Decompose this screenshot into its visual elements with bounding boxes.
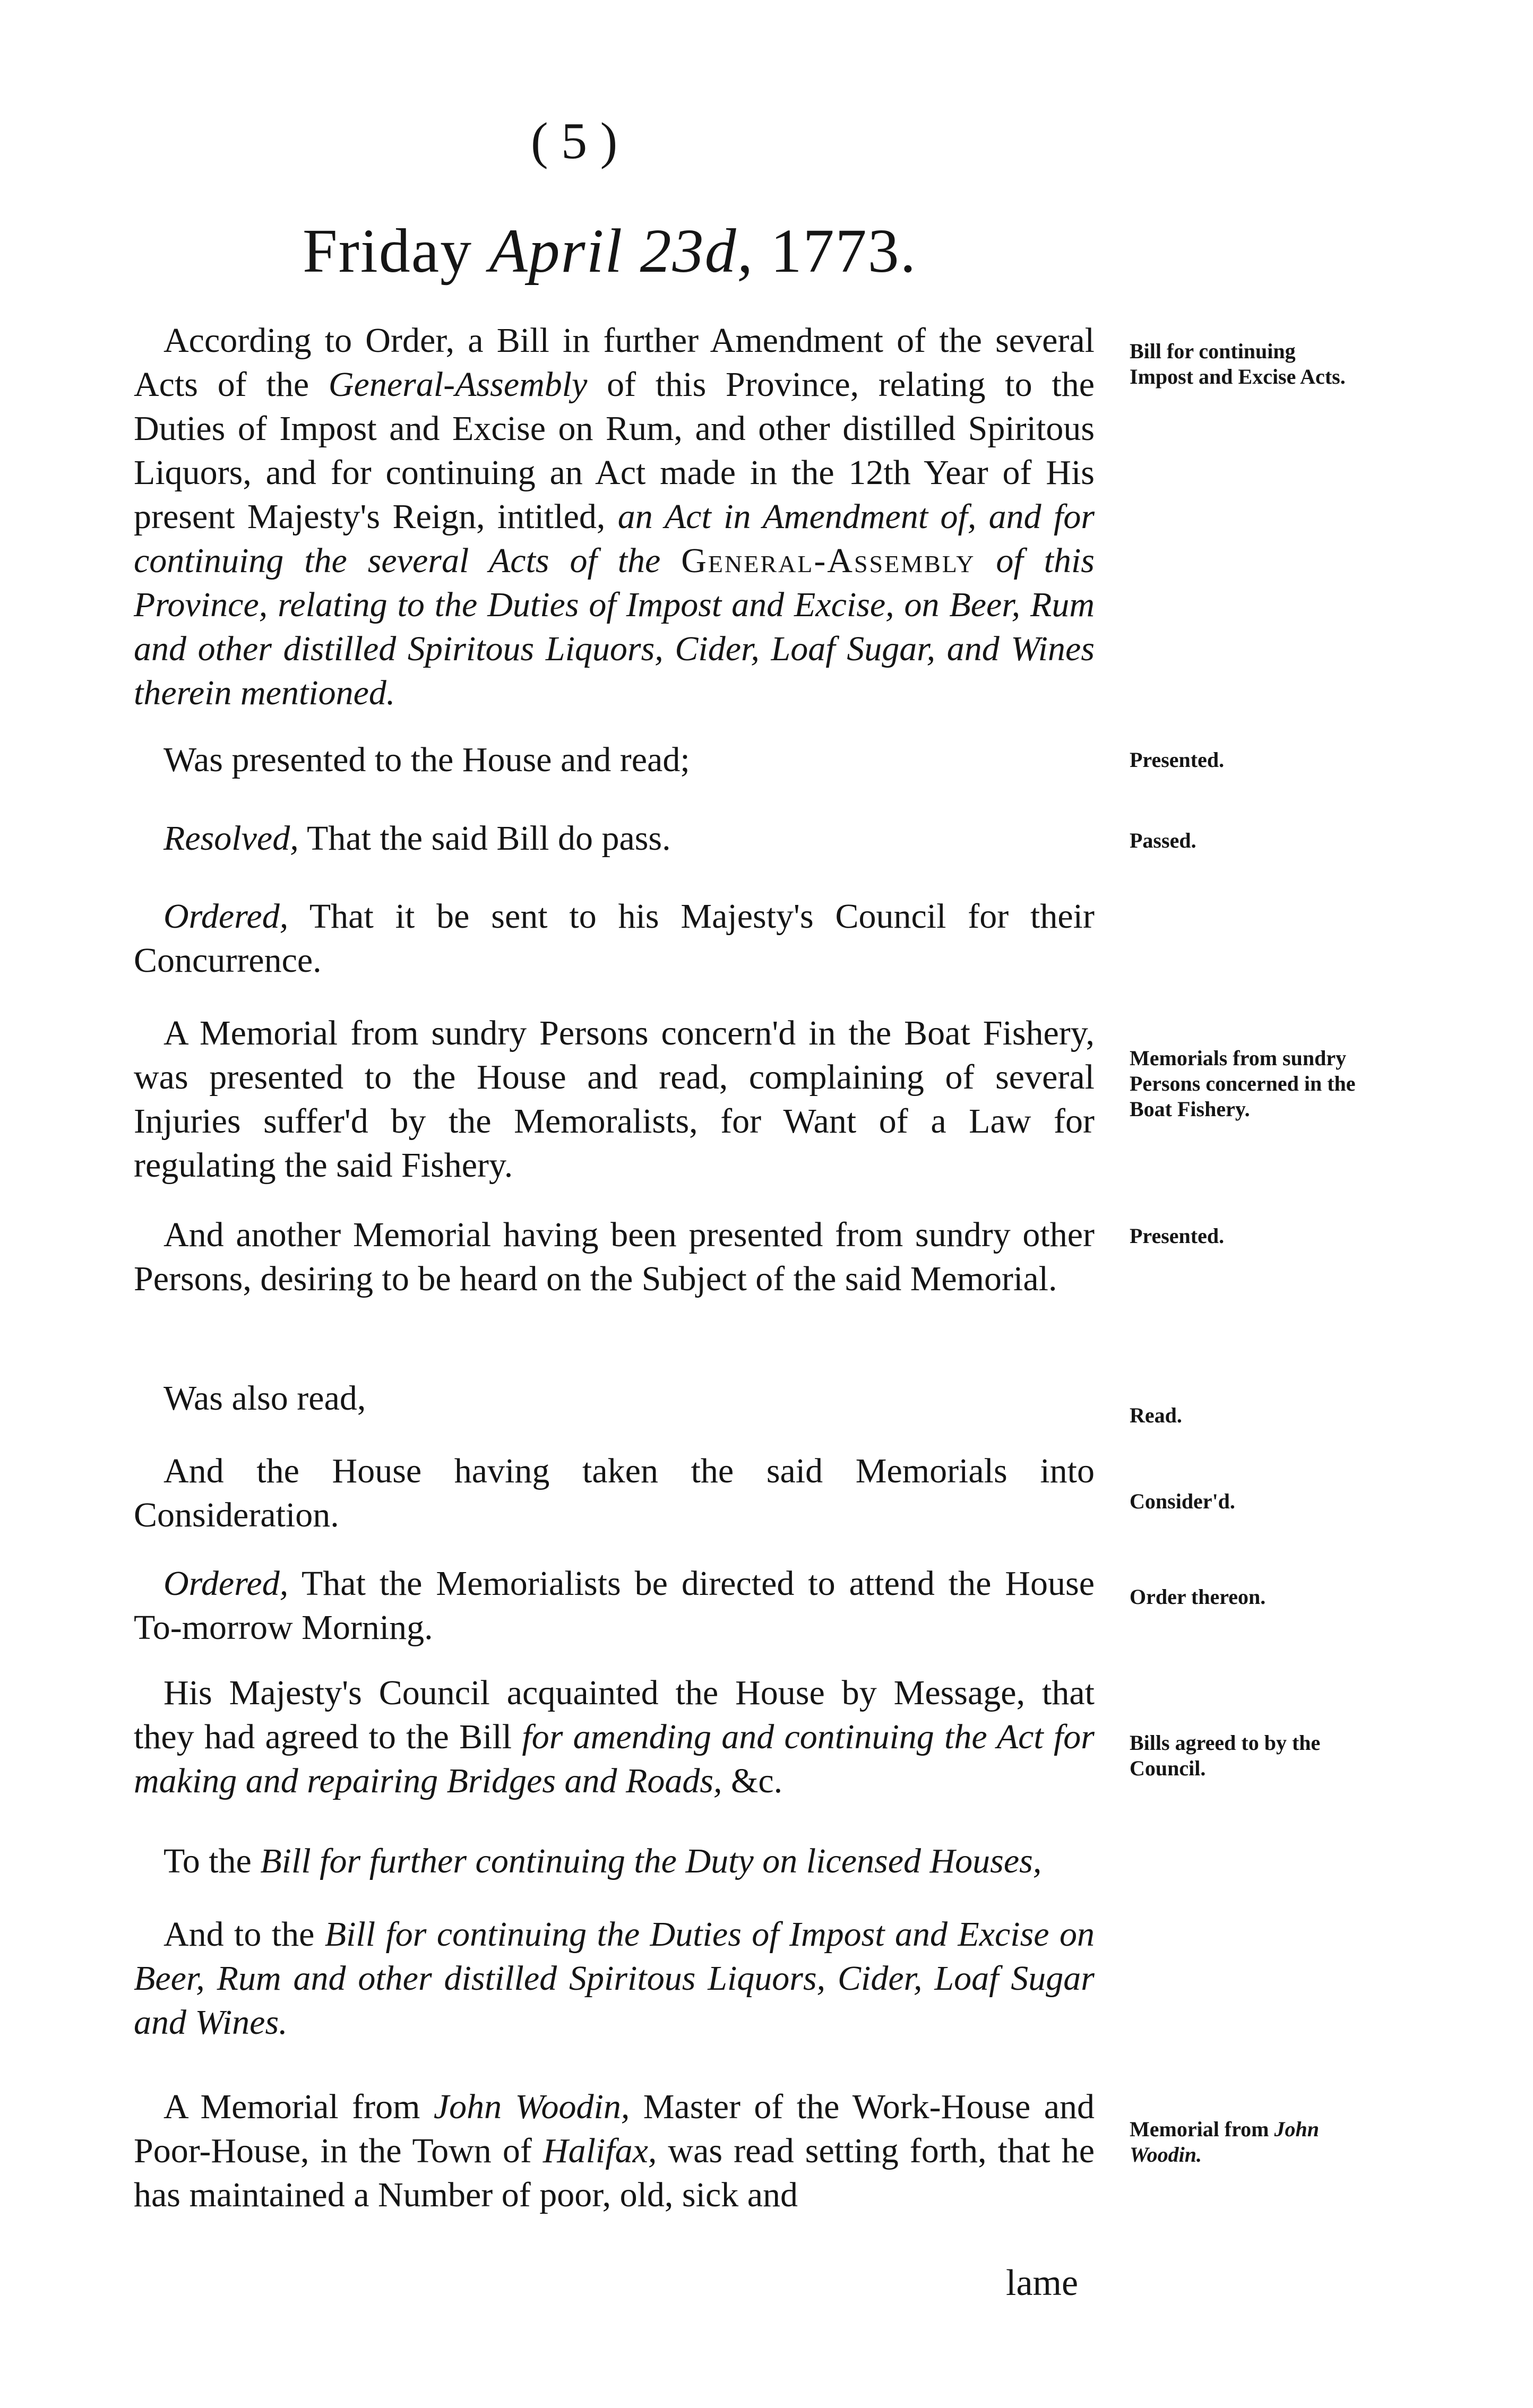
paragraph-another-memorial: And another Memorial having been presented from sundry other Persons, desiring to be heard on the Subject of the said Memorial. (134, 1215, 1095, 1298)
paragraph-licensed-houses: To the Bill for further continuing the Duty on licensed Houses, (163, 1842, 1042, 1880)
date-day: Friday (303, 216, 473, 286)
paragraph-presented: Was presented to the House and read; (163, 740, 690, 779)
margin-note-presented-2: Presented. (1130, 1224, 1225, 1248)
margin-note-presented: Presented. (1130, 748, 1225, 772)
paragraph-woodin-memorial: A Memorial from John Woodin, Master of the Work-House and Poor-House, in the Town of Halifax, was read setting forth, that he has maintained a Number of poor, old, sick and (134, 2087, 1095, 2214)
paragraph-impost-excise: And to the Bill for continuing the Duties of Impost and Excise on Beer, Rum and other distilled Spiritous Liquors, Cider, Loaf Sugar and Wines. (134, 1915, 1095, 2042)
paragraph-also-read: Was also read, (163, 1379, 366, 1418)
paragraph-ordered-attend: Ordered, That the Memorialists be directed to attend the House To-morrow Morning. (134, 1564, 1095, 1647)
margin-note-memorials: Memorials from sundry Persons concerned in the Boat Fishery. (1130, 1046, 1356, 1121)
paragraph-bill: According to Order, a Bill in further Amendment of the several Acts of the General-Assembly of this Province, relating to the Duties of Impost and Excise on Rum, and other distilled Spiritous Liquors, and for continuing an Act made in the 12th Year of His present Majesty's Reign, intitled, an Act in Amendment of, and for continuing the several Acts of the General-Assembly of this Province, relating to the Duties of Impost and Excise, on Beer, Rum and other distilled Spiritous Liquors, Cider, Loaf Sugar, and Wines therein mentioned. (134, 321, 1095, 712)
margin-note-order-thereon: Order thereon. (1130, 1585, 1266, 1609)
page-number: ( 5 ) (531, 113, 618, 170)
catchword: lame (1006, 2263, 1079, 2303)
date-year: 1773. (770, 216, 917, 286)
paragraph-resolved: Resolved, That the said Bill do pass. (163, 819, 671, 858)
margin-note-read: Read. (1130, 1403, 1182, 1427)
margin-note-passed: Passed. (1130, 828, 1196, 852)
paragraph-memorial-fishery: A Memorial from sundry Persons concern'd in the Boat Fishery, was presented to the House and read, complaining of several Injuries suffer'd by the Memoralists, for Want of a Law for regulating the said Fishery. (134, 1014, 1095, 1185)
paragraph-consideration: And the House having taken the said Memorials into Consideration. (134, 1452, 1095, 1534)
margin-note-woodin: Memorial from John Woodin. (1130, 2117, 1319, 2167)
date-month-day: April 23d, (489, 216, 754, 286)
margin-note-considered: Consider'd. (1130, 1489, 1235, 1513)
margin-note-bill-continuing: Bill for continuing Impost and Excise Acts. (1130, 339, 1346, 389)
margin-note-bills-agreed: Bills agreed to by the Council. (1130, 1731, 1321, 1780)
date-heading (303, 215, 917, 287)
paragraph-ordered-council: Ordered, That it be sent to his Majesty's Council for their Concurrence. (134, 897, 1095, 980)
paragraph-council-message: His Majesty's Council acquainted the House by Message, that they had agreed to the Bill for amending and continuing the Act for making and repairing Bridges and Roads, &c. (134, 1673, 1095, 1800)
